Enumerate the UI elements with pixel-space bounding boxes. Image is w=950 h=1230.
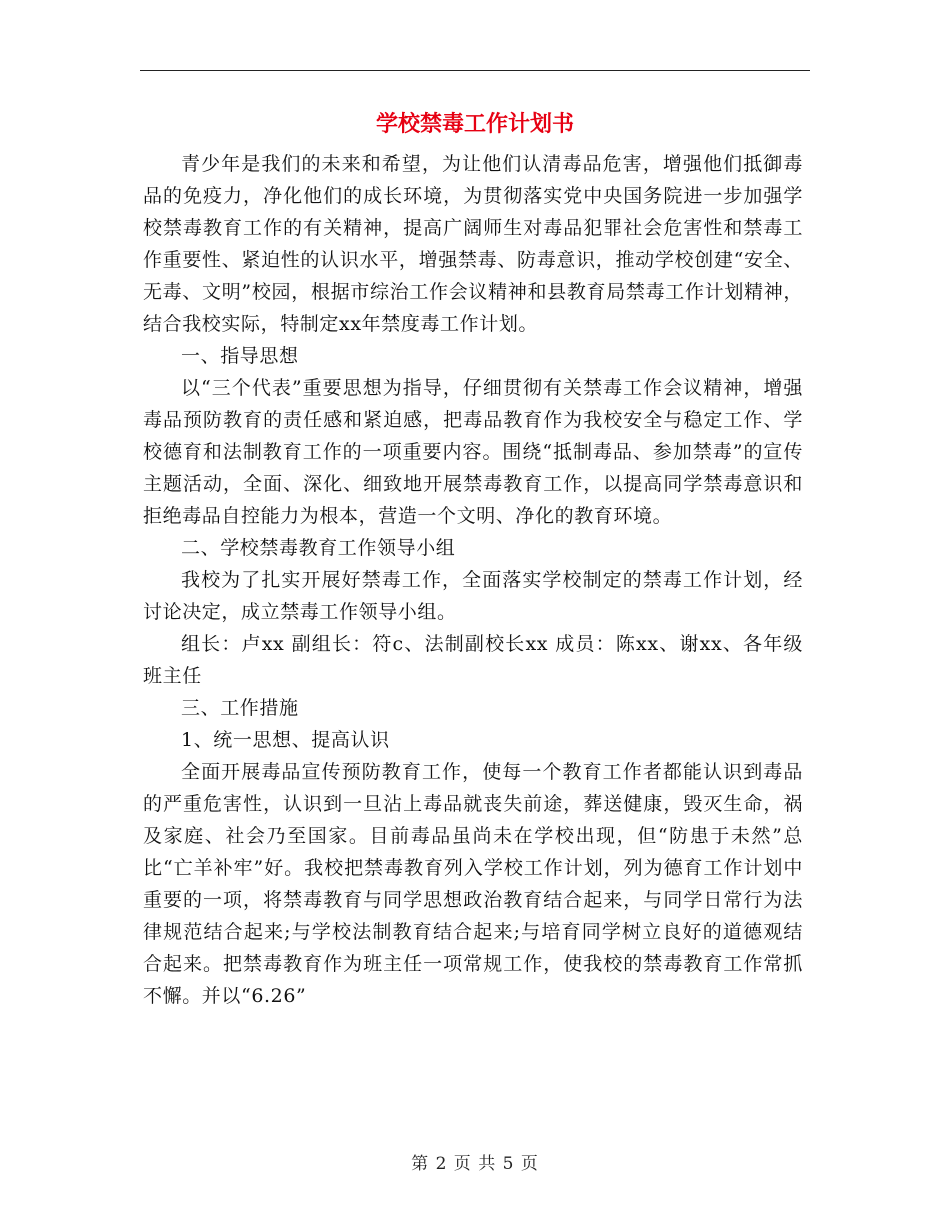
- section-heading-leadership-group: 二、学校禁毒教育工作领导小组: [181, 537, 456, 559]
- guiding-thought-paragraph: 以“三个代表”重要思想为指导，仔细贯彻有关禁毒工作会议精神，增强毒品预防教育的责任感和紧迫感，把毒品教育作为我校安全与稳定工作、学校德育和法制教育工作的一项重要内容。围绕“抵制毒品、参加禁毒”的宣传主题活动，全面、深化、细致地开展禁毒教育工作，以提高同学禁毒意识和拒绝毒品自控能力为根本，营造一个文明、净化的教育环境。: [143, 377, 803, 527]
- page-number: 第 2 页 共 5 页: [411, 1154, 539, 1174]
- leadership-members-paragraph: 组长：卢xx 副组长：符c、法制副校长xx 成员：陈xx、谢xx、各年级班主任: [143, 633, 803, 687]
- intro-paragraph: 青少年是我们的未来和希望，为让他们认清毒品危害，增强他们抵御毒品的免疫力，净化他们的成长环境，为贯彻落实党中央国务院进一步加强学校禁毒教育工作的有关精神，提高广阔师生对毒品犯罪社会危害性和禁毒工作重要性、紧迫性的认识水平，增强禁毒、防毒意识，推动学校创建“安全、无毒、文明”校园，根据市综治工作会议精神和县教育局禁毒工作计划精神，结合我校实际，特制定xx年禁度毒工作计划。: [143, 153, 803, 335]
- header-rule: [140, 70, 810, 71]
- document-title: 学校禁毒工作计划书: [375, 112, 574, 137]
- unify-thinking-paragraph: 全面开展毒品宣传预防教育工作，使每一个教育工作者都能认识到毒品的严重危害性，认识到一旦沾上毒品就丧失前途，葬送健康，毁灭生命，祸及家庭、社会乃至国家。目前毒品虽尚未在学校出现，但“防患于未然”总比“亡羊补牢”好。我校把禁毒教育列入学校工作计划，列为德育工作计划中重要的一项，将禁毒教育与同学思想政治教育结合起来，与同学日常行为法律规范结合起来;与学校法制教育结合起来;与培育同学树立良好的道德观结合起来。把禁毒教育作为班主任一项常规工作，使我校的禁毒教育工作常抓不懈。并以“6.26”: [143, 761, 803, 1007]
- subsection-heading-unify-thinking: 1、统一思想、提高认识: [181, 729, 390, 751]
- leadership-group-paragraph: 我校为了扎实开展好禁毒工作，全面落实学校制定的禁毒工作计划，经讨论决定，成立禁毒工作领导小组。: [143, 569, 803, 623]
- document-body: [143, 148, 803, 1012]
- section-heading-guiding-thought: 一、指导思想: [181, 345, 299, 367]
- section-heading-work-measures: 三、工作措施: [181, 697, 299, 719]
